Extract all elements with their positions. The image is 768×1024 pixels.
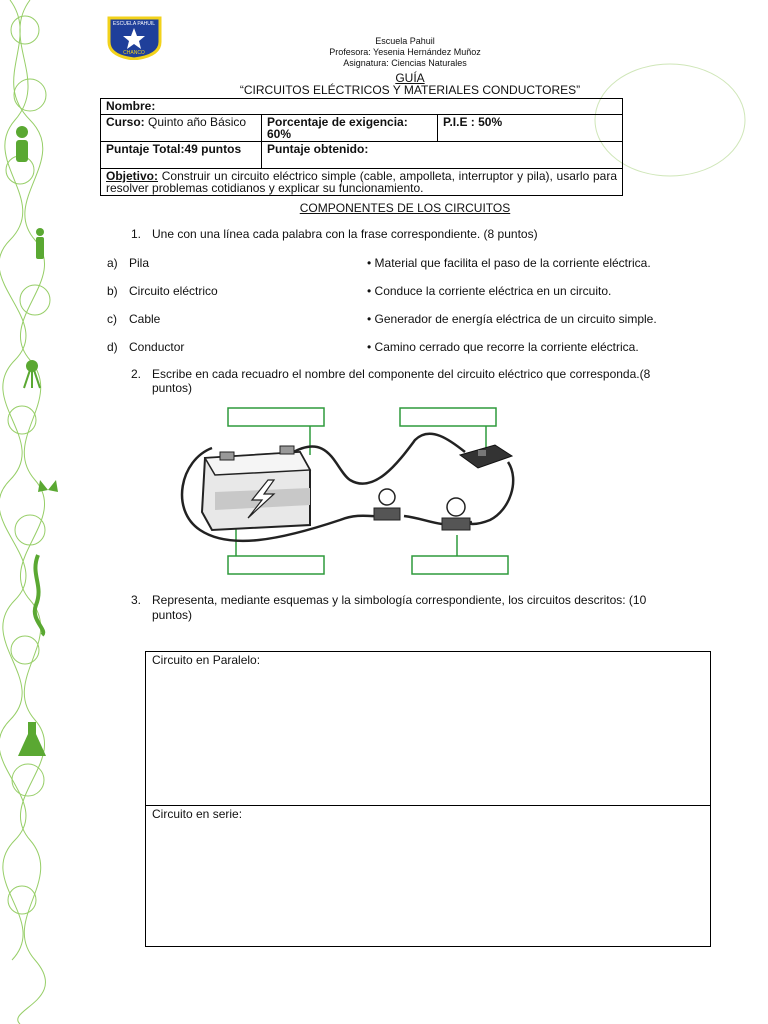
pie-percentage: P.I.E : 50% xyxy=(438,115,623,142)
name-field[interactable] xyxy=(101,99,623,115)
parallel-circuit-label: Circuito en Paralelo: xyxy=(152,653,261,667)
percentage-requirement: Porcentaje de exigencia: 60% xyxy=(262,115,438,142)
item-word[interactable]: Cable xyxy=(129,312,161,326)
person-icon xyxy=(36,228,44,236)
item-letter: b) xyxy=(107,284,118,298)
question-2-text-line1: Escribe en cada recuadro el nombre del componente del circuito eléctrico que corresponda.(8 xyxy=(152,367,651,381)
student-info-table xyxy=(100,98,623,196)
circuit-illustration xyxy=(160,400,540,580)
component-label-box xyxy=(412,556,508,574)
question-2-number: 2. xyxy=(131,367,142,381)
name-label: Nombre: xyxy=(106,99,156,113)
question-1-number: 1. xyxy=(131,227,142,241)
school-name: Escuela Pahuil xyxy=(375,36,435,46)
bulb-image xyxy=(374,489,400,520)
course-label: Curso: xyxy=(106,115,145,129)
question-3-text-line1: Representa, mediante esquemas y la simbología correspondiente, los circuitos descritos: (10 xyxy=(152,593,647,607)
total-score: Puntaje Total:49 puntos xyxy=(101,142,262,169)
bulb-image xyxy=(442,498,470,530)
decorative-border xyxy=(0,0,72,1024)
objective-label: Objetivo: xyxy=(106,169,159,183)
butterfly-icon xyxy=(38,480,58,492)
score-obtained-field[interactable]: Puntaje obtenido: xyxy=(262,142,623,169)
item-word[interactable]: Conductor xyxy=(129,340,185,354)
plant-icon xyxy=(16,140,28,162)
item-letter: a) xyxy=(107,256,118,270)
series-circuit-label: Circuito en serie: xyxy=(152,807,243,821)
component-label-box xyxy=(228,408,324,426)
item-letter: c) xyxy=(107,312,117,326)
series-circuit-box[interactable] xyxy=(145,805,711,947)
svg-text:CHANCO: CHANCO xyxy=(123,50,145,56)
question-2-text-line2: puntos) xyxy=(152,381,193,395)
lizard-icon xyxy=(35,555,43,635)
item-definition[interactable]: • Conduce la corriente eléctrica en un circuito. xyxy=(367,284,612,298)
svg-text:ESCUELA PAHUIL: ESCUELA PAHUIL xyxy=(112,21,156,27)
component-label-box xyxy=(400,408,496,426)
component-label-box xyxy=(228,556,324,574)
course-value: Quinto año Básico xyxy=(148,115,247,129)
subject-name: Asignatura: Ciencias Naturales xyxy=(343,58,467,68)
objective-text: Construir un circuito eléctrico simple (cable, ampolleta, interruptor y pila), usarlo para resolver problemas cotidianos y explicar su funcionamiento. xyxy=(106,169,617,195)
item-word[interactable]: Pila xyxy=(129,256,150,270)
question-3-text-line2: puntos) xyxy=(152,608,193,622)
battery-image xyxy=(202,446,310,530)
switch-image xyxy=(460,445,512,468)
parallel-circuit-box[interactable] xyxy=(145,651,711,806)
item-letter: d) xyxy=(107,340,118,354)
question-1-text: Une con una línea cada palabra con la frase correspondiente. (8 puntos) xyxy=(152,227,538,241)
school-logo xyxy=(107,16,162,60)
item-definition[interactable]: • Generador de energía eléctrica de un circuito simple. xyxy=(367,312,657,326)
item-definition[interactable]: • Camino cerrado que recorre la corriente eléctrica. xyxy=(367,340,639,354)
section-title: COMPONENTES DE LOS CIRCUITOS xyxy=(299,201,511,215)
guide-label: GUÍA xyxy=(395,71,425,85)
page-title: “CIRCUITOS ELÉCTRICOS Y MATERIALES CONDUCTORES” xyxy=(239,83,581,97)
item-definition[interactable]: • Material que facilita el paso de la corriente eléctrica. xyxy=(367,256,651,270)
question-3-number: 3. xyxy=(131,593,142,607)
item-word[interactable]: Circuito eléctrico xyxy=(129,284,218,298)
teacher-name: Profesora: Yesenia Hernández Muñoz xyxy=(329,47,481,57)
flask-icon xyxy=(18,722,46,756)
